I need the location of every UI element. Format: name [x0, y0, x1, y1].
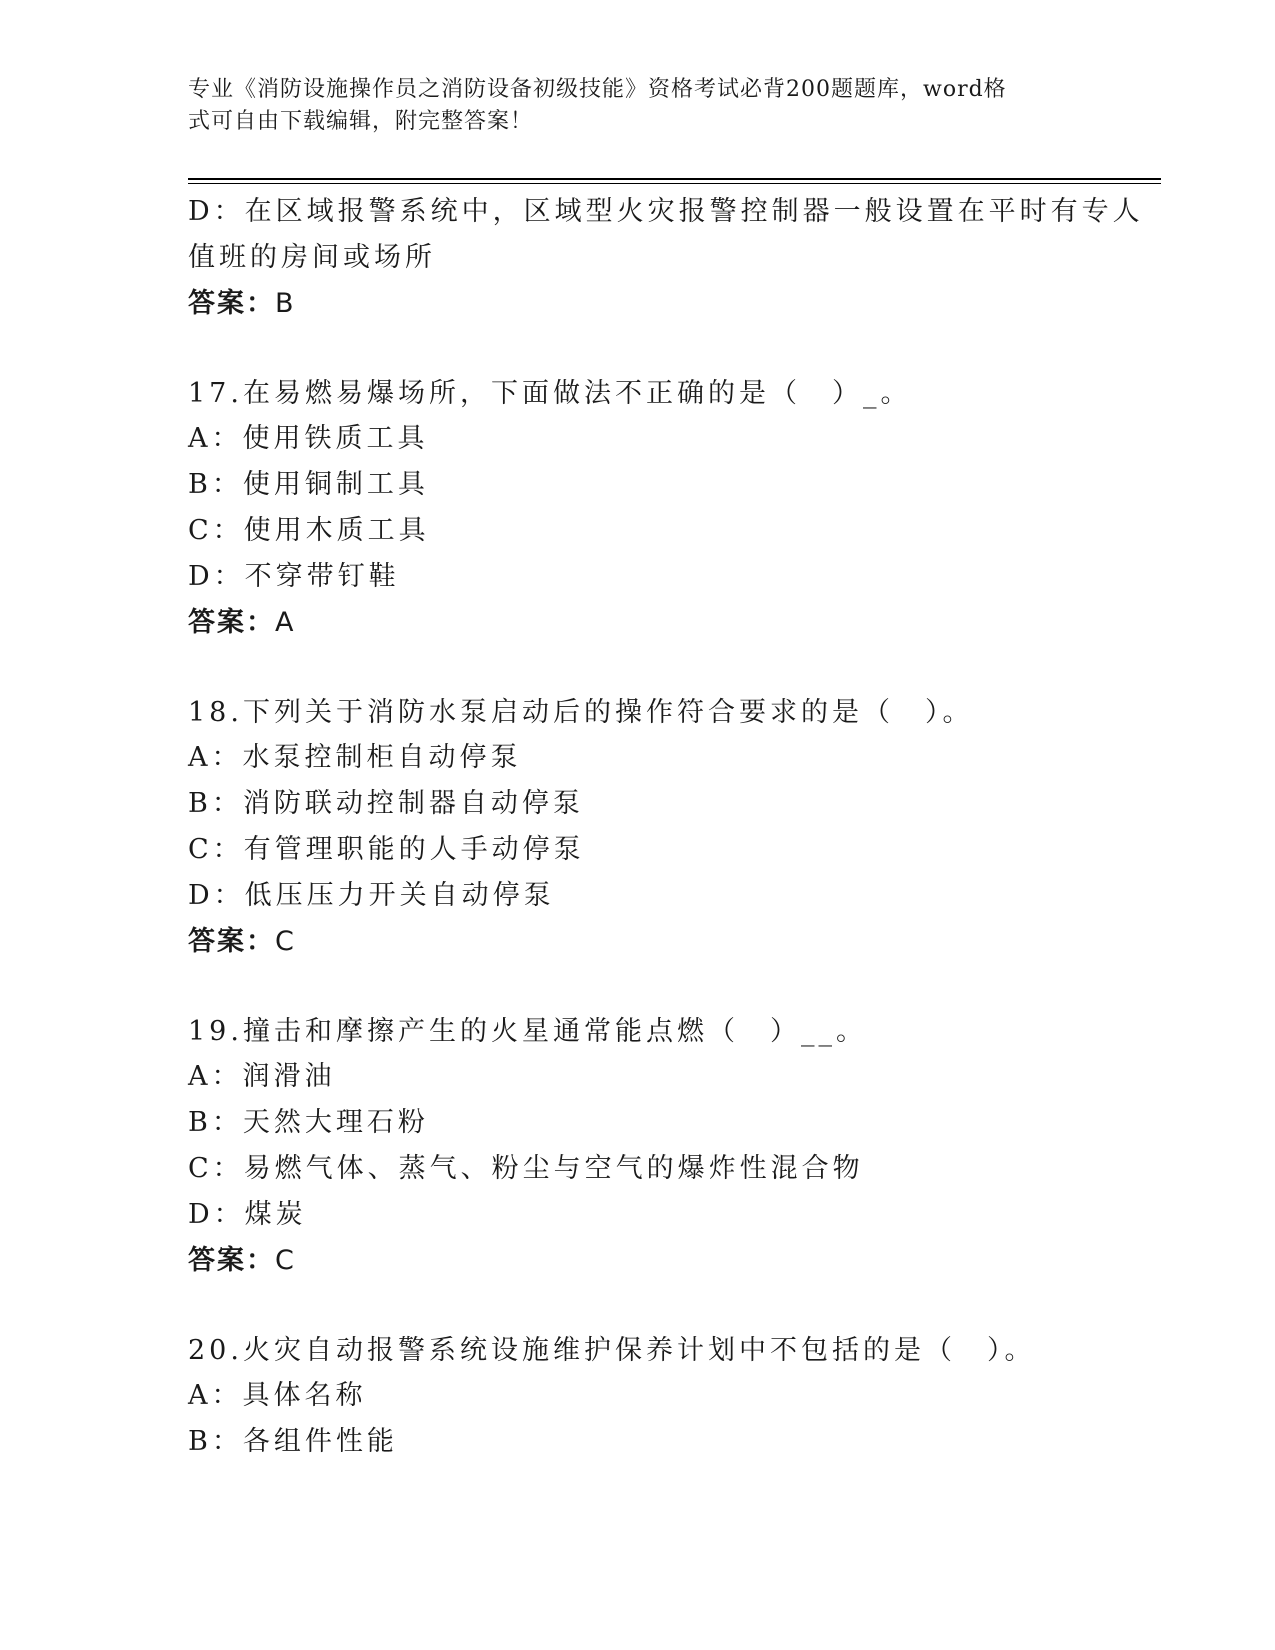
question-stem: 18.下列关于消防水泵启动后的操作符合要求的是（ ）。 [188, 696, 974, 728]
spacer [188, 327, 1128, 371]
option-b: B：消防联动控制器自动停泵 [188, 788, 584, 820]
answer-label: 答案： [188, 606, 275, 638]
question-stem: 20.火灾自动报警系统设施维护保养计划中不包括的是（ ）。 [188, 1334, 1036, 1366]
answer-value: C [275, 1244, 296, 1276]
option-b: B：各组件性能 [188, 1426, 398, 1458]
option-c: C：使用木质工具 [188, 514, 430, 546]
question-19 [188, 1009, 1128, 1284]
answer-value: B [275, 287, 296, 319]
question-17 [188, 371, 1128, 646]
answer-line [188, 281, 1128, 327]
answer-label: 答案： [188, 1244, 275, 1276]
question-list [188, 189, 1144, 1465]
answer-label: 答案： [188, 925, 275, 957]
option-d: D：在区域报警系统中，区域型火灾报警控制器一般设置在平时有专人 [188, 196, 1144, 227]
header-divider-thick [188, 178, 1161, 180]
option-a: A：润滑油 [188, 1061, 336, 1093]
question-stem: 19.撞击和摩擦产生的火星通常能点燃（ ）__。 [188, 1015, 867, 1047]
option-c: C：有管理职能的人手动停泵 [188, 833, 585, 865]
header-divider-thin [188, 183, 1161, 184]
spacer [188, 965, 1128, 1009]
answer-label: 答案： [188, 287, 275, 319]
answer-line [188, 919, 1128, 965]
header-line-1: 专业《消防设施操作员之消防设备初级技能》资格考试必背200题题库，word格 [188, 77, 1007, 102]
option-a: A：水泵控制柜自动停泵 [188, 742, 522, 774]
option-d: D：不穿带钉鞋 [188, 560, 400, 592]
question-18 [188, 690, 1128, 965]
option-c: C：易燃气体、蒸气、粉尘与空气的爆炸性混合物 [188, 1152, 864, 1184]
option-b: B：天然大理石粉 [188, 1107, 429, 1139]
header-line-2: 式可自由下载编辑，附完整答案！ [188, 109, 534, 134]
answer-line [188, 1238, 1128, 1284]
option-b: B：使用铜制工具 [188, 469, 429, 501]
question-16-continuation [188, 189, 1144, 327]
answer-value: A [275, 606, 296, 638]
option-d-wrap: 值班的房间或场所 [188, 241, 436, 273]
question-stem: 17.在易燃易爆场所，下面做法不正确的是（ ）_。 [188, 377, 912, 409]
question-20 [188, 1328, 1128, 1465]
option-d: D：低压压力开关自动停泵 [188, 879, 555, 911]
spacer [188, 646, 1128, 690]
spacer [188, 1284, 1128, 1328]
document-header [188, 74, 1088, 138]
option-d: D：煤炭 [188, 1198, 307, 1230]
option-a: A：具体名称 [188, 1380, 367, 1412]
answer-line [188, 600, 1128, 646]
option-a: A：使用铁质工具 [188, 423, 429, 455]
answer-value: C [275, 925, 296, 957]
